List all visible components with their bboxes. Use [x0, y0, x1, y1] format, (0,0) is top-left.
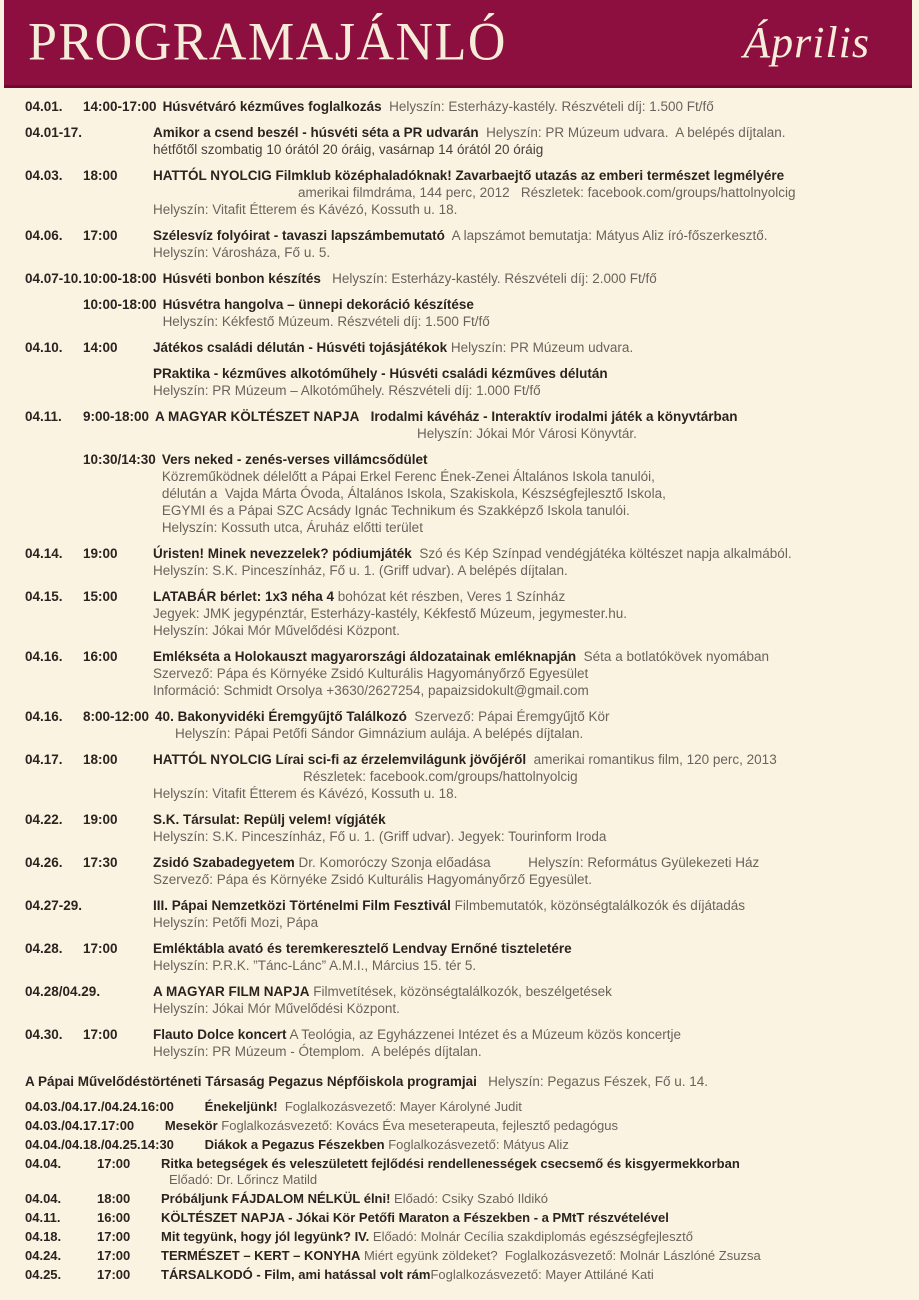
event-detail-text: Helyszín: Esterházy-kastély. Részvételi díj: 1.500 Ft/fő — [381, 99, 714, 114]
pegazus-events — [25, 1099, 909, 1283]
event-line — [163, 98, 909, 115]
event-time: 17:00 — [97, 1229, 131, 1244]
event-date: 04.25. — [25, 1267, 62, 1282]
event-time: 17:00 — [83, 941, 118, 956]
event-line — [205, 1099, 909, 1115]
event-line — [163, 270, 909, 287]
event-title-text: Mit tegyünk, hogy jól legyünk? IV. — [161, 1229, 370, 1244]
event-detail-text: Helyszín: Kossuth utca, Áruház előtti terület — [161, 520, 423, 535]
event-row — [25, 98, 909, 115]
event-content — [153, 227, 909, 261]
event-title-text: LATABÁR bérlet: 1x3 néha 4 — [153, 589, 335, 604]
event-time: 16:00 — [140, 1099, 174, 1114]
event-time: 10:00-18:00 — [83, 297, 157, 312]
event-detail-text: Közreműködnek délelőtt a Pápai Erkel Ferenc Ének-Zenei Általános Iskola tanulói, — [161, 469, 655, 484]
event-content — [155, 408, 909, 442]
event-row — [25, 1118, 909, 1134]
event-row — [25, 751, 909, 802]
event-row — [25, 1156, 909, 1188]
event-time: 19:00 — [83, 546, 118, 561]
event-line — [153, 854, 909, 871]
event-content — [153, 365, 909, 399]
event-date: 04.24. — [25, 1248, 62, 1263]
event-date: 04.04./04.18./04.25. — [25, 1137, 141, 1152]
event-detail-text: Filmbemutatók, közönségtalálkozók és díjátadás — [450, 898, 745, 913]
event-detail-text: Helyszín: Esterházy-kastély. Részvételi díj: 2.000 Ft/fő — [320, 271, 657, 286]
event-line — [153, 957, 909, 974]
event-row — [25, 588, 909, 639]
event-line — [298, 184, 909, 201]
event-content — [162, 451, 909, 536]
event-detail-text: Szó és Kép Színpad vendégjátéka költészet napja alkalmából. — [411, 546, 792, 561]
event-title-text: 40. Bakonyvidéki Éremgyűjtő Találkozó — [155, 709, 407, 724]
event-content — [165, 1118, 909, 1134]
event-line — [153, 1043, 909, 1060]
event-row — [25, 1026, 909, 1060]
event-row — [25, 365, 909, 399]
event-content — [161, 1210, 909, 1226]
event-detail-text: Dr. Komoróczy Szonja előadása Helyszín: Református Gyülekezeti Ház — [294, 855, 760, 870]
event-date: 04.22. — [25, 812, 63, 827]
event-line — [162, 485, 909, 502]
event-time: 17:00 — [97, 1248, 131, 1263]
event-content — [153, 751, 909, 802]
event-date: 04.16. — [25, 709, 63, 724]
event-date: 04.28/04.29. — [25, 984, 101, 999]
event-title-text: Ritka betegségek és veleszületett fejlődési rendellenességek csecsemő és kisgyermekkorban — [161, 1156, 740, 1171]
event-detail-text: Jegyek: JMK jegypénztár, Esterházy-kastély, Kékfestő Múzeum, jegymester.hu. — [153, 606, 627, 621]
event-detail-text: Helyszín: Petőfi Mozi, Pápa — [153, 915, 319, 930]
event-row — [25, 339, 909, 356]
event-line — [161, 1191, 909, 1207]
event-line — [163, 313, 909, 330]
event-line — [153, 545, 909, 562]
event-date: 04.03./04.17./04.24. — [25, 1099, 141, 1114]
event-title-text: Húsvétra hangolva – ünnepi dekoráció készítése — [162, 297, 474, 312]
event-time: 10:00-18:00 — [83, 271, 157, 286]
event-detail-text: Helyszín: S.K. Pinceszínház, Fő u. 1. (Griff udvar). Jegyek: Tourinform Iroda — [153, 829, 607, 844]
event-content — [161, 1156, 909, 1188]
event-detail-text: hétfőtől szombatig 10 órától 20 óráig, vasárnap 14 órától 20 óráig — [153, 142, 544, 157]
event-detail-text: Részletek: facebook.com/groups/hattolnyolcig — [303, 769, 578, 784]
event-detail-text: Filmvetítések, közönségtalálkozók, beszélgetések — [309, 984, 612, 999]
event-content — [153, 339, 909, 356]
event-line — [153, 983, 909, 1000]
event-detail-text: Foglalkozásvezető: Kovács Éva meseterapeuta, fejlesztő pedagógus — [217, 1118, 619, 1133]
event-line — [153, 897, 909, 914]
event-line — [153, 871, 909, 888]
event-row — [25, 708, 909, 742]
event-detail-text: Foglalkozásvezető: Mayer Károlyné Judit — [277, 1099, 522, 1114]
event-row — [25, 451, 909, 536]
event-title-text: Emlékséta a Holokauszt magyarországi áldozatainak emléknapján — [153, 649, 577, 664]
event-title-text: A Pápai Művelődéstörténeti Társaság Pegazus Népfőiskola programjai — [25, 1074, 477, 1089]
event-detail-text: A lapszámot bemutatja: Mátyus Aliz író-főszerkesztő. — [444, 228, 768, 243]
event-line — [153, 244, 909, 261]
event-date: 04.01-17. — [25, 125, 83, 140]
event-line — [153, 227, 909, 244]
event-line — [155, 708, 909, 725]
event-detail-text: Séta a botlatókövek nyomában — [576, 649, 770, 664]
event-date: 04.11. — [25, 409, 62, 424]
event-content — [153, 983, 909, 1017]
event-content — [161, 1229, 909, 1245]
event-content — [153, 940, 909, 974]
month-label: Április — [743, 18, 870, 67]
event-title-text: Úristen! Minek nevezzelek? pódiumjáték — [153, 546, 412, 561]
event-row — [25, 1137, 909, 1153]
event-row — [25, 1267, 909, 1283]
event-detail-text: Foglalkozásvezető: Mátyus Aliz — [384, 1137, 569, 1152]
event-detail-text: Előadó: Dr. Lőrincz Matild — [169, 1172, 318, 1187]
event-content — [163, 296, 909, 330]
event-detail-text: Helyszín: Kékfestő Múzeum. Részvételi díj: 1.500 Ft/fő — [162, 314, 490, 329]
event-time: 16:00 — [97, 1210, 131, 1225]
event-line — [153, 339, 909, 356]
event-row — [25, 897, 909, 931]
event-line — [153, 605, 909, 622]
event-line — [153, 648, 909, 665]
event-row — [25, 940, 909, 974]
event-title-text: Húsvétváró kézműves foglalkozás — [162, 99, 382, 114]
event-title-text: A MAGYAR FILM NAPJA — [153, 984, 310, 999]
event-title-text: PRaktika - kézműves alkotóműhely - Húsvéti családi kézműves délután — [153, 366, 608, 381]
event-line — [162, 502, 909, 519]
event-date: 04.10. — [25, 340, 63, 355]
event-title-text: Emléktábla avató és teremkeresztelő Lendvay Ernőné tiszteletére — [153, 941, 572, 956]
event-line — [161, 1229, 909, 1245]
event-line — [153, 682, 909, 699]
event-title-text: Húsvéti bonbon készítés — [162, 271, 321, 286]
event-detail-text: Helyszín: PR Múzeum – Alkotóműhely. Részvételi díj: 1.000 Ft/fő — [153, 383, 541, 398]
event-detail-text: Helyszín: Vitafit Étterem és Kávézó, Kossuth u. 18. — [153, 202, 458, 217]
event-line — [153, 1000, 909, 1017]
event-title-text: Zsidó Szabadegyetem — [153, 855, 295, 870]
event-date: 04.14. — [25, 546, 63, 561]
event-row — [25, 1248, 909, 1264]
event-line — [162, 468, 909, 485]
event-line — [163, 296, 909, 313]
event-date: 04.11. — [25, 1210, 61, 1225]
event-row — [25, 1191, 909, 1207]
event-time: 18:00 — [97, 1191, 131, 1206]
program-list — [0, 88, 919, 1283]
event-date: 04.03./04.17. — [25, 1118, 101, 1133]
event-time: 17:00 — [83, 228, 118, 243]
event-line — [153, 622, 909, 639]
event-line — [153, 365, 909, 382]
event-row — [25, 811, 909, 845]
event-line — [161, 1210, 909, 1226]
event-row — [25, 545, 909, 579]
event-detail-text: Helyszín: PR Múzeum - Ótemplom. A belépés díjtalan. — [153, 1044, 482, 1059]
event-content — [153, 1026, 909, 1060]
pegazus-section-header — [25, 1073, 909, 1091]
event-row — [25, 296, 909, 330]
event-time: 14:30 — [140, 1137, 174, 1152]
event-detail-text: Helyszín: Jókai Mór Művelődési Központ. — [153, 1001, 400, 1016]
event-detail-text: Helyszín: Pegazus Fészek, Fő u. 14. — [476, 1074, 708, 1089]
event-time: 14:00 — [83, 340, 118, 355]
event-row — [25, 408, 909, 442]
event-title-text: Flauto Dolce koncert — [153, 1027, 287, 1042]
event-detail-text: Helyszín: Vitafit Étterem és Kávézó, Kossuth u. 18. — [153, 786, 458, 801]
event-date: 04.17. — [25, 752, 63, 767]
event-content — [163, 270, 909, 287]
event-detail-text: Előadó: Molnár Cecília szakdiplomás egészségfejlesztő — [369, 1229, 693, 1244]
event-title-text: A MAGYAR KÖLTÉSZET NAPJA — [155, 409, 360, 424]
event-detail-text — [359, 409, 370, 424]
event-detail-text: Helyszín: PR Múzeum udvara. — [447, 340, 634, 355]
event-row — [25, 648, 909, 699]
event-line — [303, 768, 909, 785]
event-detail-text: Helyszín: Jókai Mór Városi Könyvtár. — [417, 426, 637, 441]
event-detail-text: EGYMI és a Pápai SZC Acsády Ignác Technikum és Szakképző Iskola tanulói. — [161, 503, 630, 518]
event-time: 8:00-12:00 — [83, 709, 150, 724]
event-time: 16:00 — [83, 649, 118, 664]
event-line — [175, 725, 909, 742]
event-date: 04.04. — [25, 1191, 62, 1206]
event-date: 04.26. — [25, 855, 63, 870]
event-date: 04.16. — [25, 649, 63, 664]
event-time: 18:00 — [83, 752, 118, 767]
event-date: 04.06. — [25, 228, 63, 243]
event-time: 15:00 — [83, 589, 118, 604]
event-content — [153, 854, 909, 888]
event-detail-text: Helyszín: S.K. Pinceszínház, Fő u. 1. (Griff udvar). A belépés díjtalan. — [153, 563, 568, 578]
event-line — [205, 1137, 909, 1153]
event-title-text: HATTÓL NYOLCIG Filmklub középhaladóknak! Zavarbaejtő utazás az emberi természet legmélyére — [153, 168, 785, 183]
event-detail-text: Információ: Schmidt Orsolya +3630/2627254, papaizsidokult@gmail.com — [153, 683, 589, 698]
event-row — [25, 270, 909, 287]
event-line — [165, 1118, 909, 1134]
event-detail-text: Előadó: Csiky Szabó Ildikó — [390, 1191, 548, 1206]
event-line — [161, 1248, 909, 1264]
event-line — [161, 1156, 909, 1172]
event-title-text: TERMÉSZET – KERT – KONYHA — [161, 1248, 361, 1263]
event-detail-text: A Teológia, az Egyházzenei Intézet és a Múzeum közös koncertje — [286, 1027, 682, 1042]
event-date: 04.18. — [25, 1229, 62, 1244]
event-row — [25, 124, 909, 158]
event-detail-text: Miért együnk zöldeket? Foglalkozásvezető: Molnár Lászlóné Zsuzsa — [360, 1248, 761, 1263]
event-detail-text: Helyszín: Városháza, Fő u. 5. — [153, 245, 331, 260]
event-content — [153, 124, 909, 158]
event-title-text: Vers neked - zenés-verses villámcsődület — [161, 452, 428, 467]
event-line — [153, 1026, 909, 1043]
event-line — [155, 408, 909, 425]
event-time: 14:00-17:00 — [83, 99, 157, 114]
event-date: 04.15. — [25, 589, 63, 604]
event-row — [25, 1229, 909, 1245]
event-line — [161, 1267, 909, 1283]
event-detail-text: Helyszín: Jókai Mór Művelődési Központ. — [153, 623, 400, 638]
event-line — [153, 588, 909, 605]
event-detail-text: Szervező: Pápai Éremgyűjtő Kör — [406, 709, 610, 724]
event-detail-text: Helyszín: PR Múzeum udvara. A belépés díjtalan. — [478, 125, 786, 140]
event-line — [153, 167, 909, 184]
event-line — [153, 940, 909, 957]
event-time: 17:00 — [100, 1118, 135, 1133]
event-time: 18:00 — [83, 168, 118, 183]
event-title-text: Játékos családi délután - Húsvéti tojásjátékok — [153, 340, 448, 355]
event-detail-text: Szervező: Pápa és Környéke Zsidó Kulturális Hagyományőrző Egyesület — [153, 666, 589, 681]
event-detail-text: Foglalkozásvezető: Mayer Attiláné Kati — [430, 1267, 654, 1282]
event-line — [162, 519, 909, 536]
event-date: 04.04. — [25, 1156, 62, 1171]
event-title-text: Amikor a csend beszél - húsvéti séta a PR udvarán — [153, 125, 479, 140]
event-line — [153, 914, 909, 931]
event-title-text: Mesekör — [164, 1118, 218, 1133]
event-title-text: TÁRSALKODÓ - Film, ami hatással volt rám — [161, 1267, 431, 1282]
event-time: 17:00 — [97, 1156, 131, 1171]
event-detail-text: délután a Vajda Márta Óvoda, Általános Iskola, Szakiskola, Készségfejlesztő Iskola, — [161, 486, 666, 501]
event-time: 17:30 — [83, 855, 118, 870]
event-detail-text: bohózat két részben, Veres 1 Színház — [334, 589, 566, 604]
event-time: 9:00-18:00 — [83, 409, 150, 424]
event-row — [25, 1210, 909, 1226]
page-title: PROGRAMAJÁNLÓ — [28, 12, 507, 73]
event-time: 17:00 — [83, 1027, 118, 1042]
event-title-text: Próbáljunk FÁJDALOM NÉLKÜL élni! — [161, 1191, 391, 1206]
event-line — [417, 425, 909, 442]
event-date: 04.03. — [25, 168, 63, 183]
event-content — [153, 811, 909, 845]
event-date: 04.01. — [25, 99, 63, 114]
event-line — [153, 811, 909, 828]
event-line — [153, 141, 909, 158]
event-detail-text: amerikai filmdráma, 144 perc, 2012 Részletek: facebook.com/groups/hattolnyolcig — [298, 185, 796, 200]
event-title-text: III. Pápai Nemzetközi Történelmi Film Fesztivál — [153, 898, 451, 913]
event-content — [153, 545, 909, 579]
event-time: 10:30/14:30 — [83, 452, 156, 467]
event-content — [205, 1137, 909, 1153]
event-row — [25, 167, 909, 218]
event-title-text: Diákok a Pegazus Fészekben — [204, 1137, 385, 1152]
event-date: 04.28. — [25, 941, 63, 956]
event-title-text: Irodalmi kávéház - Interaktív irodalmi játék a könyvtárban — [370, 409, 738, 424]
event-content — [155, 708, 909, 742]
event-content — [153, 588, 909, 639]
event-line — [153, 665, 909, 682]
event-row — [25, 983, 909, 1017]
event-time: 17:00 — [97, 1267, 131, 1282]
event-content — [163, 98, 909, 115]
event-date: 04.30. — [25, 1027, 63, 1042]
event-content — [153, 648, 909, 699]
event-detail-text: Helyszín: P.R.K. ”Tánc-Lánc” A.M.I., Március 15. tér 5. — [153, 958, 477, 973]
event-content — [161, 1248, 909, 1264]
event-line — [153, 751, 909, 768]
event-detail-text: amerikai romantikus film, 120 perc, 2013 — [526, 752, 777, 767]
event-detail-text: Helyszín: Pápai Petőfi Sándor Gimnázium aulája. A belépés díjtalan. — [175, 726, 584, 741]
event-date: 04.07-10. — [25, 271, 83, 286]
event-row — [25, 1099, 909, 1115]
event-detail-text: Szervező: Pápa és Környéke Zsidó Kulturális Hagyományőrző Egyesület. — [153, 872, 592, 887]
event-title-text: KÖLTÉSZET NAPJA - Jókai Kör Petőfi Maraton a Fészekben - a PMtT részvételével — [161, 1210, 669, 1225]
event-content — [161, 1191, 909, 1207]
event-line — [153, 828, 909, 845]
event-content — [153, 897, 909, 931]
header-band — [4, 0, 912, 88]
event-line — [162, 451, 909, 468]
event-line — [153, 562, 909, 579]
event-title-text: Szélesvíz folyóirat - tavaszi lapszámbemutató — [153, 228, 445, 243]
event-line — [153, 785, 909, 802]
event-title-text: HATTÓL NYOLCIG Lírai sci-fi az érzelemvilágunk jövőjéről — [153, 752, 527, 767]
event-content — [161, 1267, 909, 1283]
event-content — [153, 167, 909, 218]
main-events — [25, 98, 909, 1060]
event-title-text: Énekeljünk! — [204, 1099, 278, 1114]
event-line — [153, 124, 909, 141]
event-row — [25, 227, 909, 261]
event-time: 19:00 — [83, 812, 118, 827]
event-content — [205, 1099, 909, 1115]
event-row — [25, 854, 909, 888]
event-line — [153, 382, 909, 399]
event-date: 04.27-29. — [25, 898, 83, 913]
event-line — [153, 201, 909, 218]
event-line — [169, 1172, 909, 1188]
event-title-text: S.K. Társulat: Repülj velem! vígjáték — [153, 812, 386, 827]
